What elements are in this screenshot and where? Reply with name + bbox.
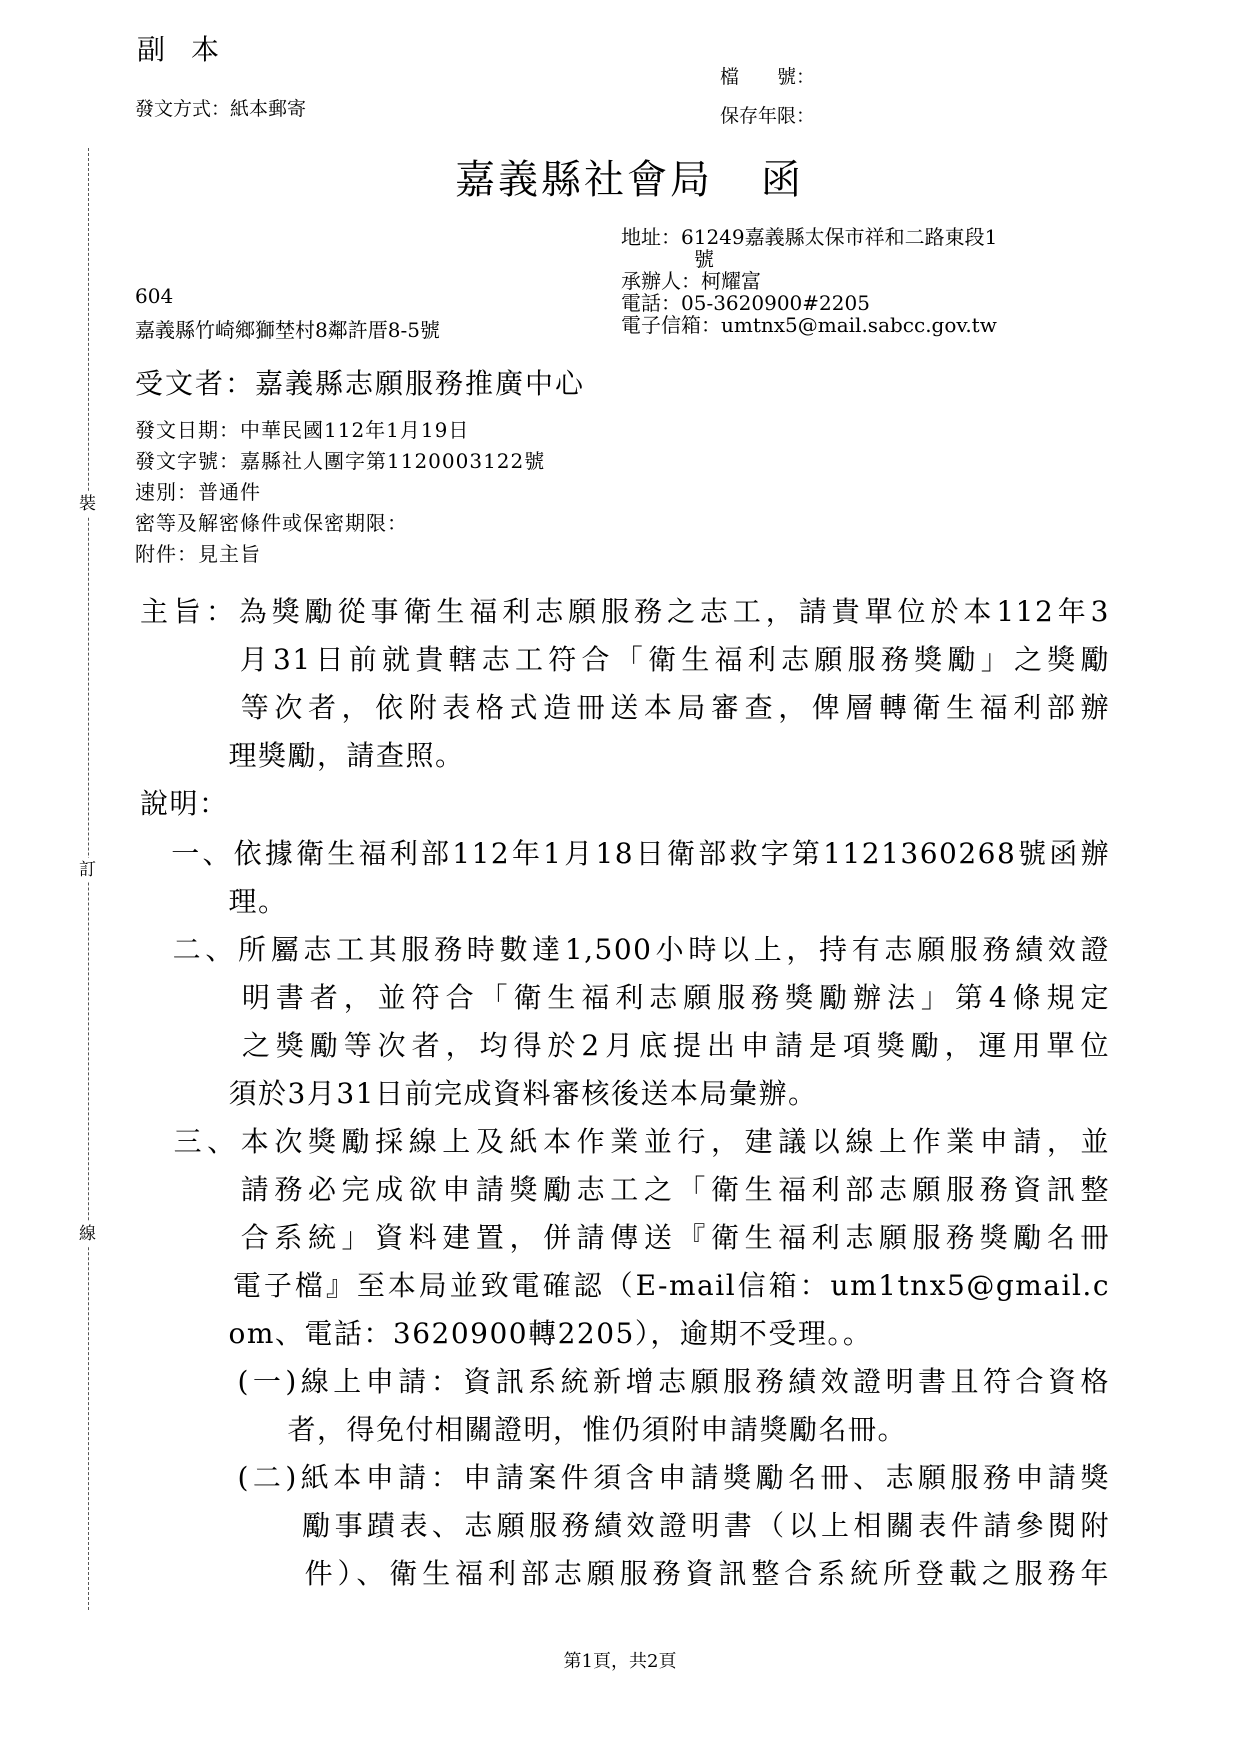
item-line: 明書者，並符合「衛生福利志願服務獎勵辦法」第4條規定: [140, 981, 1110, 1014]
recipient-zip: 604: [135, 284, 174, 308]
file-number-label: [720, 62, 815, 89]
copy-mark: 副本: [137, 33, 246, 66]
file-number-label-a: 檔: [720, 66, 740, 88]
subject-line: 月31日前就貴轄志工符合「衛生福利志願服務獎勵」之獎勵: [140, 643, 1110, 676]
sub-item-line: (二)紙本申請：申請案件須含申請獎勵名冊、志願服務申請獎: [140, 1461, 1110, 1494]
recipient: 受文者：嘉義縣志願服務推廣中心: [135, 367, 586, 400]
subject-line: 等次者，依附表格式造冊送本局審查，俾層轉衛生福利部辦: [140, 691, 1110, 724]
explanation-label: 說明：: [140, 787, 229, 820]
item-line: 三、本次獎勵採線上及紙本作業並行，建議以線上作業申請，並: [140, 1125, 1110, 1158]
sender-address-line1: 地址：61249嘉義縣太保市祥和二路東段1: [621, 225, 998, 249]
item-line: om、電話：3620900轉2205），逾期不受理。。: [140, 1317, 873, 1350]
item-line: 之獎勵等次者，均得於2月底提出申請是項獎勵，運用單位: [140, 1029, 1110, 1062]
secret-level: 密等及解密條件或保密期限：: [135, 511, 408, 535]
page-number: 第1頁，共2頁: [563, 1651, 677, 1672]
binding-mark-xian: 線: [79, 1224, 96, 1244]
sender-address-line2: 號: [694, 247, 714, 271]
issue-number: 發文字號：嘉縣社人團字第1120003122號: [135, 449, 546, 473]
retention-label: 保存年限：: [720, 105, 816, 127]
subject-line: 理獎勵，請查照。: [140, 739, 465, 772]
issue-date: 發文日期：中華民國112年1月19日: [135, 418, 470, 442]
sub-item-line: (一)線上申請：資訊系統新增志願服務績效證明書且符合資格: [140, 1365, 1110, 1398]
file-number-label-b: 號：: [777, 66, 816, 88]
doc-type: 函: [761, 157, 804, 203]
document-title: [455, 148, 804, 205]
sub-item-line: 件）、衛生福利部志願服務資訊整合系統所登載之服務年: [140, 1557, 1110, 1590]
sub-item-line: 勵事蹟表、志願服務績效證明書（以上相關表件請參閱附: [140, 1509, 1110, 1542]
binding-mark-zhuang: 裝: [79, 494, 96, 514]
item-line: 請務必完成欲申請獎勵志工之「衛生福利部志願服務資訊整: [140, 1173, 1110, 1206]
sub-item-line: 者，得免付相關證明，惟仍須附申請獎勵名冊。: [140, 1413, 908, 1446]
subject-line: 主旨：為獎勵從事衛生福利志願服務之志工，請貴單位於本112年3: [140, 595, 1110, 628]
binding-mark-ding: 訂: [79, 860, 96, 880]
attachment: 附件：見主旨: [135, 542, 261, 566]
recipient-address: 嘉義縣竹崎鄉獅埜村8鄰許厝8-5號: [135, 318, 440, 342]
item-line: 理。: [140, 885, 288, 918]
item-line: 二、所屬志工其服務時數達1,500小時以上，持有志願服務績效證: [140, 933, 1110, 966]
item-line: 電子檔』至本局並致電確認（E-mail信箱：um1tnx5@gmail.c: [140, 1269, 1110, 1302]
speed-class: 速別：普通件: [135, 480, 261, 504]
sender-email: 電子信箱：umtnx5@mail.sabcc.gov.tw: [621, 313, 997, 337]
item-line: 須於3月31日前完成資料審核後送本局彙辦。: [140, 1077, 818, 1110]
sender-phone: 電話：05-3620900#2205: [621, 291, 870, 315]
item-line: 合系統」資料建置，併請傳送『衛生福利志願服務獎勵名冊: [140, 1221, 1110, 1254]
sender-handler: 承辦人：柯耀富: [621, 269, 761, 293]
send-method: 發文方式：紙本郵寄: [135, 98, 307, 120]
org-name: 嘉義縣社會局: [455, 157, 713, 203]
item-line: 一、依據衛生福利部112年1月18日衛部救字第1121360268號函辦: [140, 837, 1110, 870]
